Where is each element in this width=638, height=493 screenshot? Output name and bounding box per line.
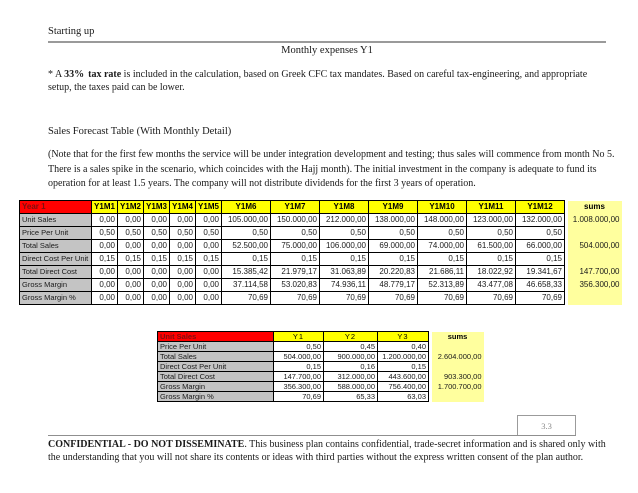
cell-value: 19.341,67 — [516, 266, 565, 279]
row-label: Gross Margin % — [158, 392, 274, 402]
cell-value: 0,50 — [222, 227, 271, 240]
cell-value: 0,00 — [170, 240, 196, 253]
row-label: Price Per Unit — [158, 342, 274, 352]
row-label: Gross Margin — [20, 279, 92, 292]
col-header: Y3 — [378, 332, 429, 342]
cell-value: 147.700,00 — [274, 372, 324, 382]
tax-rate-label: tax rate — [88, 69, 122, 80]
row-label: Gross Margin — [158, 382, 274, 392]
cell-value: 70,69 — [467, 292, 516, 305]
cell-value: 52.500,00 — [222, 240, 271, 253]
table-row — [158, 362, 484, 372]
cell-value: 105.000,00 — [222, 214, 271, 227]
col-header: Y1M3 — [144, 201, 170, 214]
table-row — [20, 253, 622, 266]
header-rule — [48, 41, 606, 43]
table-row — [20, 266, 622, 279]
cell-value: 0,00 — [170, 266, 196, 279]
col-header: Y1M7 — [271, 201, 320, 214]
cell-value: 21.979,17 — [271, 266, 320, 279]
tax-note-rest: is included in the calculation, based on Greek CFC tax mandates. Based on careful tax-engineering, and appropriate setup, the taxes paid can be lower. — [48, 69, 588, 93]
cell-value: 31.063,89 — [320, 266, 369, 279]
cell-value: 70,69 — [271, 292, 320, 305]
cell-value: 212.000,00 — [320, 214, 369, 227]
cell-value: 0,16 — [324, 362, 378, 372]
cell-value: 0,00 — [118, 214, 144, 227]
row-sum — [432, 392, 484, 402]
row-label: Total Sales — [20, 240, 92, 253]
cell-value: 52.313,89 — [418, 279, 467, 292]
sums-header: sums — [432, 332, 484, 342]
table-row — [20, 227, 622, 240]
table-row — [20, 214, 622, 227]
cell-value: 0,00 — [118, 266, 144, 279]
cell-value: 0,00 — [92, 266, 118, 279]
cell-value: 0,00 — [170, 214, 196, 227]
cell-value: 900.000,00 — [324, 352, 378, 362]
confidentiality-notice-bold: CONFIDENTIAL - DO NOT DISSEMINATE — [48, 439, 245, 450]
cell-value: 0,00 — [92, 292, 118, 305]
cell-value: 0,50 — [92, 227, 118, 240]
cell-value: 0,00 — [196, 279, 222, 292]
page-number-box — [517, 415, 576, 435]
cell-value: 0,00 — [144, 266, 170, 279]
cell-value: 0,00 — [170, 292, 196, 305]
forecast-note-paragraph: (Note that for the first few months the service will be under integration development and testing; thus sales will commence from month No 5. There is a sales spike in the scenario, which coincides with the Hajj month). The initial investment in the company is adequate to fund its operation for at least 1.5 years. The company will not distribute dividends for the first 3 years of operation. — [48, 149, 615, 189]
footer-rule — [48, 435, 576, 436]
cell-value: 0,00 — [92, 214, 118, 227]
col-header: Y1M6 — [222, 201, 271, 214]
cell-value: 0,00 — [196, 240, 222, 253]
cell-value: 0,00 — [92, 240, 118, 253]
cell-value: 0,00 — [170, 279, 196, 292]
row-sum: 504.000,00 — [568, 240, 622, 253]
cell-value: 75.000,00 — [271, 240, 320, 253]
col-header: Y1M1 — [92, 201, 118, 214]
cell-value: 0,15 — [516, 253, 565, 266]
col-header: Y1M10 — [418, 201, 467, 214]
cell-value: 15.385,42 — [222, 266, 271, 279]
cell-value: 588.000,00 — [324, 382, 378, 392]
cell-value: 0,45 — [324, 342, 378, 352]
cell-value: 0,15 — [222, 253, 271, 266]
cell-value: 70,69 — [418, 292, 467, 305]
cell-value: 61.500,00 — [467, 240, 516, 253]
table-row — [20, 240, 622, 253]
cell-value: 0,15 — [196, 253, 222, 266]
cell-value: 1.200.000,00 — [378, 352, 429, 362]
cell-value: 46.658,33 — [516, 279, 565, 292]
cell-value: 0,15 — [467, 253, 516, 266]
cell-value: 18.022,92 — [467, 266, 516, 279]
cell-value: 0,15 — [320, 253, 369, 266]
cell-value: 312.000,00 — [324, 372, 378, 382]
cell-value: 150.000,00 — [271, 214, 320, 227]
tax-note-paragraph — [48, 68, 610, 94]
row-sum: 1.700.700,00 — [432, 382, 484, 392]
col-header: Y1M2 — [118, 201, 144, 214]
row-sum — [432, 342, 484, 352]
cell-value: 0,50 — [196, 227, 222, 240]
cell-value: 0,00 — [196, 266, 222, 279]
monthly-table-grid — [19, 200, 622, 305]
cell-value: 0,15 — [418, 253, 467, 266]
cell-value: 74.936,11 — [320, 279, 369, 292]
row-label: Total Sales — [158, 352, 274, 362]
col-header: Y1M12 — [516, 201, 565, 214]
cell-value: 0,15 — [170, 253, 196, 266]
cell-value: 0,15 — [369, 253, 418, 266]
tax-note-prefix: * A — [48, 69, 65, 80]
cell-value: 106.000,00 — [320, 240, 369, 253]
cell-value: 43.477,08 — [467, 279, 516, 292]
cell-value: 0,40 — [378, 342, 429, 352]
cell-value: 0,50 — [418, 227, 467, 240]
cell-value: 0,00 — [196, 292, 222, 305]
header-row — [158, 332, 484, 342]
tax-rate-value: 33% — [64, 69, 85, 80]
row-sum — [568, 227, 622, 240]
cell-value: 0,50 — [369, 227, 418, 240]
row-label: Gross Margin % — [20, 292, 92, 305]
row-label: Price Per Unit — [20, 227, 92, 240]
col-header: Y2 — [324, 332, 378, 342]
cell-value: 65,33 — [324, 392, 378, 402]
table-row — [158, 352, 484, 362]
confidentiality-notice-rest: . This business plan contains confidential, trade-secret information and is shared only with the understanding that you will not share its contents or ideas with third parties without the express written consent of the plan author. — [48, 439, 606, 463]
row-label: Unit Sales — [20, 214, 92, 227]
monthly-forecast-table — [19, 200, 622, 305]
cell-value: 0,50 — [118, 227, 144, 240]
cell-value: 443.600,00 — [378, 372, 429, 382]
cell-value: 132.000,00 — [516, 214, 565, 227]
col-header: Y1 — [274, 332, 324, 342]
table-row — [158, 382, 484, 392]
col-header: Y1M4 — [170, 201, 196, 214]
col-header: Y1M8 — [320, 201, 369, 214]
table-row — [158, 392, 484, 402]
cell-value: 20.220,83 — [369, 266, 418, 279]
cell-value: 74.000,00 — [418, 240, 467, 253]
cell-value: 0,00 — [118, 292, 144, 305]
col-header: Y1M11 — [467, 201, 516, 214]
row-sum: 356.300,00 — [568, 279, 622, 292]
col-header: Y1M9 — [369, 201, 418, 214]
yearly-table-grid — [157, 331, 484, 402]
cell-value: 66.000,00 — [516, 240, 565, 253]
row-label: Total Direct Cost — [20, 266, 92, 279]
cell-value: 0,15 — [118, 253, 144, 266]
cell-value: 123.000,00 — [467, 214, 516, 227]
row-sum: 147.700,00 — [568, 266, 622, 279]
cell-value: 70,69 — [516, 292, 565, 305]
confidentiality-notice — [48, 438, 620, 464]
cell-value: 0,00 — [144, 279, 170, 292]
cell-value: 0,15 — [92, 253, 118, 266]
row-sum — [432, 362, 484, 372]
table-row — [20, 279, 622, 292]
cell-value: 0,00 — [196, 214, 222, 227]
cell-value: 0,00 — [118, 240, 144, 253]
sums-header: sums — [568, 201, 622, 214]
corner-header: Unit Sales — [158, 332, 274, 342]
cell-value: 0,15 — [274, 362, 324, 372]
cell-value: 0,15 — [271, 253, 320, 266]
row-sum: 903.300,00 — [432, 372, 484, 382]
row-label: Direct Cost Per Unit — [158, 362, 274, 372]
cell-value: 0,50 — [320, 227, 369, 240]
row-sum — [568, 292, 622, 305]
row-label: Direct Cost Per Unit — [20, 253, 92, 266]
cell-value: 70,69 — [369, 292, 418, 305]
cell-value: 0,15 — [144, 253, 170, 266]
cell-value: 756.400,00 — [378, 382, 429, 392]
yearly-summary-table — [157, 331, 484, 402]
col-header: Y1M5 — [196, 201, 222, 214]
cell-value: 0,15 — [378, 362, 429, 372]
cell-value: 356.300,00 — [274, 382, 324, 392]
cell-value: 138.000,00 — [369, 214, 418, 227]
cell-value: 21.686,11 — [418, 266, 467, 279]
table-row — [20, 292, 622, 305]
cell-value: 69.000,00 — [369, 240, 418, 253]
row-sum: 1.008.000,00 — [568, 214, 622, 227]
section-heading: Sales Forecast Table (With Monthly Detail) — [48, 126, 232, 137]
row-sum: 2.604.000,00 — [432, 352, 484, 362]
cell-value: 0,00 — [144, 292, 170, 305]
cell-value: 0,50 — [271, 227, 320, 240]
cell-value: 0,50 — [170, 227, 196, 240]
cell-value: 0,00 — [118, 279, 144, 292]
cell-value: 0,00 — [144, 240, 170, 253]
header-row — [20, 201, 622, 214]
corner-header: Year 1 — [20, 201, 92, 214]
cell-value: 53.020,83 — [271, 279, 320, 292]
cell-value: 0,50 — [144, 227, 170, 240]
cell-value: 70,69 — [222, 292, 271, 305]
page-number: 3.3 — [541, 420, 552, 431]
table-row — [158, 342, 484, 352]
row-label: Total Direct Cost — [158, 372, 274, 382]
cell-value: 63,03 — [378, 392, 429, 402]
cell-value: 504.000,00 — [274, 352, 324, 362]
cell-value: 70,69 — [274, 392, 324, 402]
row-sum — [568, 253, 622, 266]
cell-value: 148.000,00 — [418, 214, 467, 227]
cell-value: 0,00 — [92, 279, 118, 292]
cell-value: 48.779,17 — [369, 279, 418, 292]
cell-value: 0,50 — [467, 227, 516, 240]
cell-value: 37.114,58 — [222, 279, 271, 292]
table-row — [158, 372, 484, 382]
cell-value: 70,69 — [320, 292, 369, 305]
running-header: Starting up — [48, 26, 95, 37]
cell-value: 0,00 — [144, 214, 170, 227]
cell-value: 0,50 — [516, 227, 565, 240]
page-title: Monthly expenses Y1 — [281, 45, 373, 56]
cell-value: 0,50 — [274, 342, 324, 352]
